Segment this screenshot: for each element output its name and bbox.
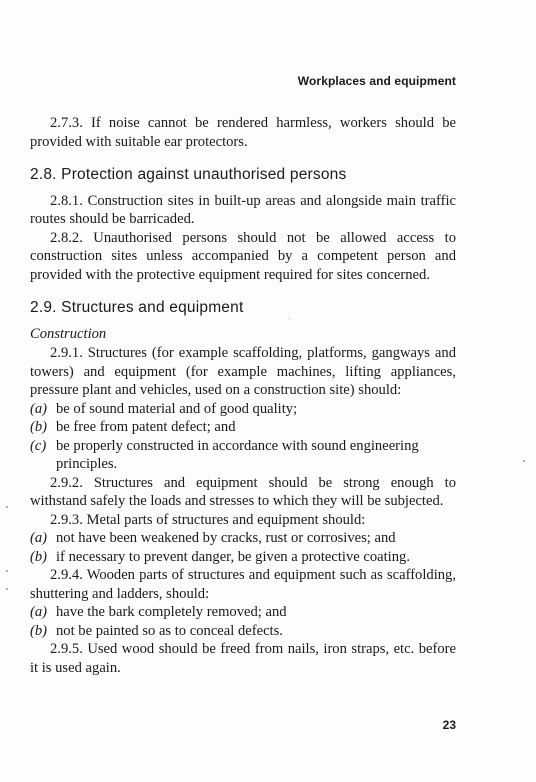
list-marker: (b) bbox=[30, 622, 48, 639]
list-marker: (a) bbox=[30, 530, 48, 546]
list-item-text: not be painted so as to conceal defects. bbox=[56, 622, 283, 639]
list-item-text: be properly constructed in accordance with sound engineering principles. bbox=[56, 437, 419, 472]
list-marker: (c) bbox=[30, 437, 47, 454]
list-item bbox=[30, 622, 456, 641]
paragraph-2-8-2: 2.8.2. Unauthorised persons should not be allowed access to construction sites unless accompanied by a competent person and provided with the protective equipment required for sites concerned. bbox=[30, 229, 456, 283]
paragraph-2-9-2: 2.9.2. Structures and equipment should be strong enough to withstand safely the loads and stresses to which they will be subjected. bbox=[30, 474, 456, 509]
subheading-construction: Construction bbox=[30, 325, 107, 342]
list-item bbox=[30, 603, 456, 622]
list-marker: (a) bbox=[30, 400, 48, 417]
page-number: 23 bbox=[442, 718, 456, 732]
list-2-9-3 bbox=[30, 529, 456, 566]
paragraph-2-9-4: 2.9.4. Wooden parts of structures and equipment such as scaffolding, shuttering and ladders, should: bbox=[30, 567, 456, 602]
list-2-9-4 bbox=[30, 603, 456, 640]
list-item bbox=[30, 529, 456, 548]
scan-speck bbox=[6, 588, 8, 590]
list-item-text: not have been weakened by cracks, rust or corrosives; and bbox=[56, 530, 396, 546]
paragraph-2-9-5: 2.9.5. Used wood should be freed from nails, iron straps, etc. before it is used again. bbox=[30, 641, 456, 676]
document-page bbox=[30, 0, 456, 782]
list-item-text: be free from patent defect; and bbox=[56, 419, 236, 435]
list-item bbox=[30, 418, 456, 437]
running-head: Workplaces and equipment bbox=[297, 74, 456, 88]
paragraph-2-9-1: 2.9.1. Structures (for example scaffolding, platforms, gangways and towers) and equipment (for example machines, lifting appliances, pressure plant and vehicles, used on a construction site) should: bbox=[30, 345, 456, 398]
scan-speck bbox=[6, 570, 8, 572]
list-item-text: have the bark completely removed; and bbox=[56, 604, 287, 620]
paragraph-2-7-3: 2.7.3. If noise cannot be rendered harmless, workers should be provided with suitable ear protectors. bbox=[30, 115, 456, 150]
list-item-text: be of sound material and of good quality; bbox=[56, 400, 298, 417]
scan-speck bbox=[523, 460, 525, 462]
list-marker: (a) bbox=[30, 604, 48, 620]
paragraph-2-9-3: 2.9.3. Metal parts of structures and equipment should: bbox=[50, 511, 366, 528]
scan-speck bbox=[6, 506, 8, 508]
list-item bbox=[30, 400, 456, 419]
section-heading-2-9: 2.9. Structures and equipment bbox=[30, 299, 244, 316]
scan-speck bbox=[289, 318, 290, 319]
paragraph-2-8-1: 2.8.1. Construction sites in built-up areas and alongside main traffic routes should be barricaded. bbox=[30, 192, 456, 227]
list-item bbox=[30, 548, 456, 567]
body-text bbox=[30, 114, 456, 677]
list-item-text: if necessary to prevent danger, be given a protective coating. bbox=[56, 548, 410, 565]
list-2-9-1 bbox=[30, 400, 456, 474]
list-marker: (b) bbox=[30, 419, 48, 435]
list-marker: (b) bbox=[30, 548, 48, 565]
list-item bbox=[30, 437, 456, 474]
section-heading-2-8: 2.8. Protection against unauthorised persons bbox=[30, 166, 347, 183]
